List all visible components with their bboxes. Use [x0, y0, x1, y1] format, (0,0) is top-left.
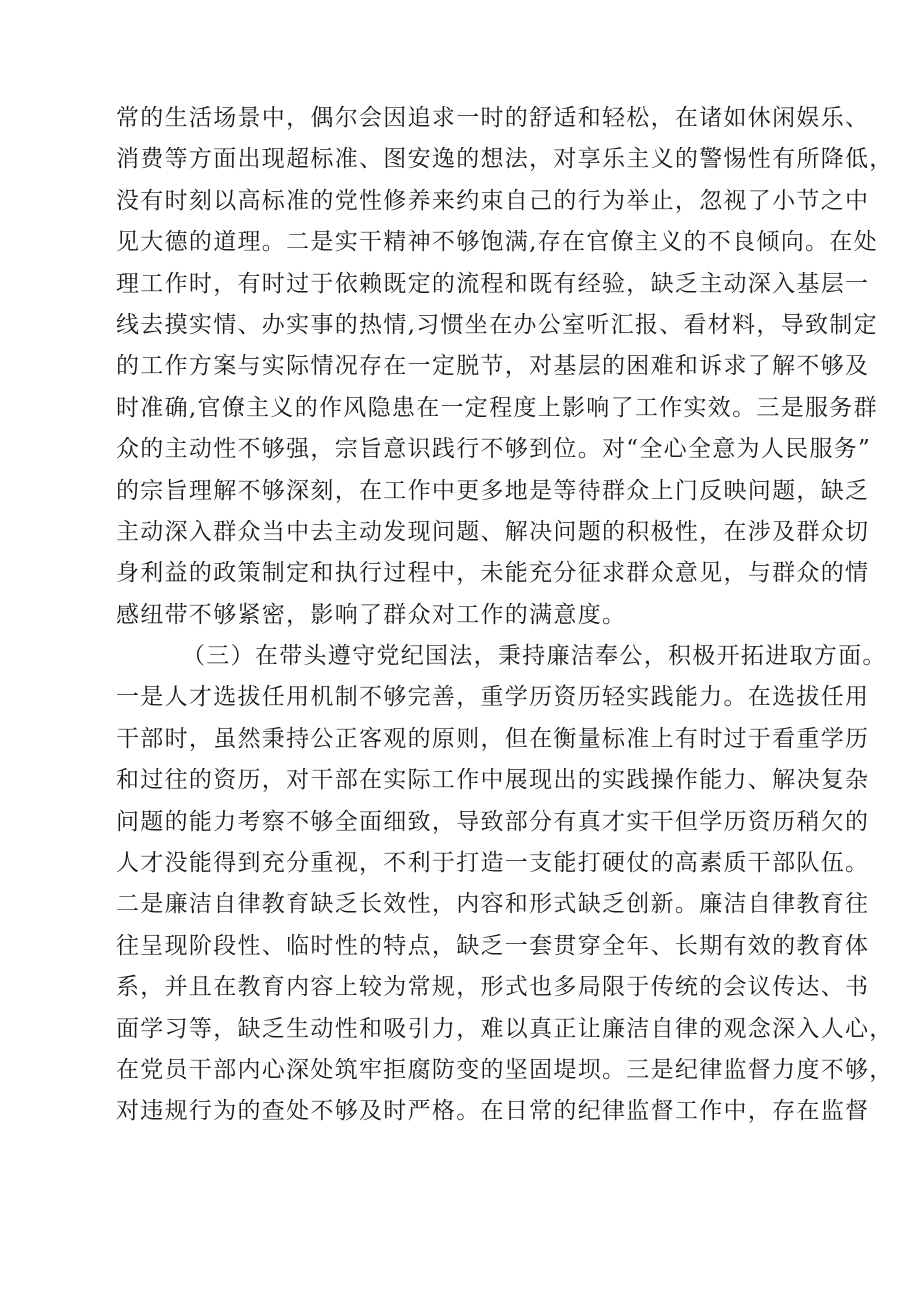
- text-line: 人才没能得到充分重视，不利于打造一支能打硬仗的高素质干部队伍。: [116, 850, 870, 877]
- text-line: 主动深入群众当中去主动发现问题、解决问题的积极性，在涉及群众切: [116, 518, 870, 545]
- text-line: 时准确,官僚主义的作风隐患在一定程度上影响了工作实效。三是服务群: [116, 394, 878, 421]
- text-line: 线去摸实情、办实事的热情,习惯坐在办公室听汇报、看材料，导致制定: [116, 311, 878, 338]
- text-line: 干部时，虽然秉持公正客观的原则，但在衡量标准上有时过于看重学历: [116, 725, 870, 752]
- text-line: 二是廉洁自律教育缺乏长效性，内容和形式缺乏创新。廉洁自律教育往: [116, 891, 870, 918]
- text-line: 和过往的资历，对干部在实际工作中展现出的实践操作能力、解决复杂: [116, 767, 870, 794]
- text-line: 系，并且在教育内容上较为常规，形式也多局限于传统的会议传达、书: [116, 974, 870, 1001]
- text-line: 在党员干部内心深处筑牢拒腐防变的坚固堤坝。三是纪律监督力度不够，: [116, 1056, 894, 1083]
- text-line: 身利益的政策制定和执行过程中，未能充分征求群众意见，与群众的情: [116, 560, 870, 587]
- text-line: 常的生活场景中，偶尔会因追求一时的舒适和轻松，在诸如休闲娱乐、: [116, 105, 870, 131]
- text-line: 的工作方案与实际情况存在一定脱节，对基层的困难和诉求了解不够及: [116, 353, 870, 380]
- text-line: 见大德的道理。二是实干精神不够饱满,存在官僚主义的不良倾向。在处: [116, 229, 878, 256]
- text-line: 感纽带不够紧密，影响了群众对工作的满意度。: [116, 601, 627, 628]
- text-line: 消费等方面出现超标准、图安逸的想法，对享乐主义的警惕性有所降低，: [116, 146, 894, 173]
- text-line: 往呈现阶段性、临时性的特点，缺乏一套贯穿全年、长期有效的教育体: [116, 932, 870, 959]
- text-line: 的宗旨理解不够深刻，在工作中更多地是等待群众上门反映问题，缺乏: [116, 477, 870, 504]
- text-line: 一是人才选拔任用机制不够完善，重学历资历轻实践能力。在选拔任用: [116, 684, 870, 711]
- text-line: 理工作时，有时过于依赖既定的流程和既有经验，缺乏主动深入基层一: [116, 270, 870, 297]
- text-line: 对违规行为的查处不够及时严格。在日常的纪律监督工作中，存在监督: [116, 1098, 870, 1125]
- document-body-text: [116, 98, 894, 1133]
- section-heading-line: （三）在带头遵守党纪国法，秉持廉洁奉公，积极开拓进取方面。: [182, 643, 887, 670]
- text-line: 问题的能力考察不够全面细致，导致部分有真才实干但学历资历稍欠的: [116, 808, 870, 835]
- text-line: 没有时刻以高标准的党性修养来约束自己的行为举止，忽视了小节之中: [116, 187, 870, 214]
- text-line: 面学习等，缺乏生动性和吸引力，难以真正让廉洁自律的观念深入人心，: [116, 1015, 894, 1042]
- text-line: 众的主动性不够强，宗旨意识践行不够到位。对“全心全意为人民服务”: [116, 436, 872, 463]
